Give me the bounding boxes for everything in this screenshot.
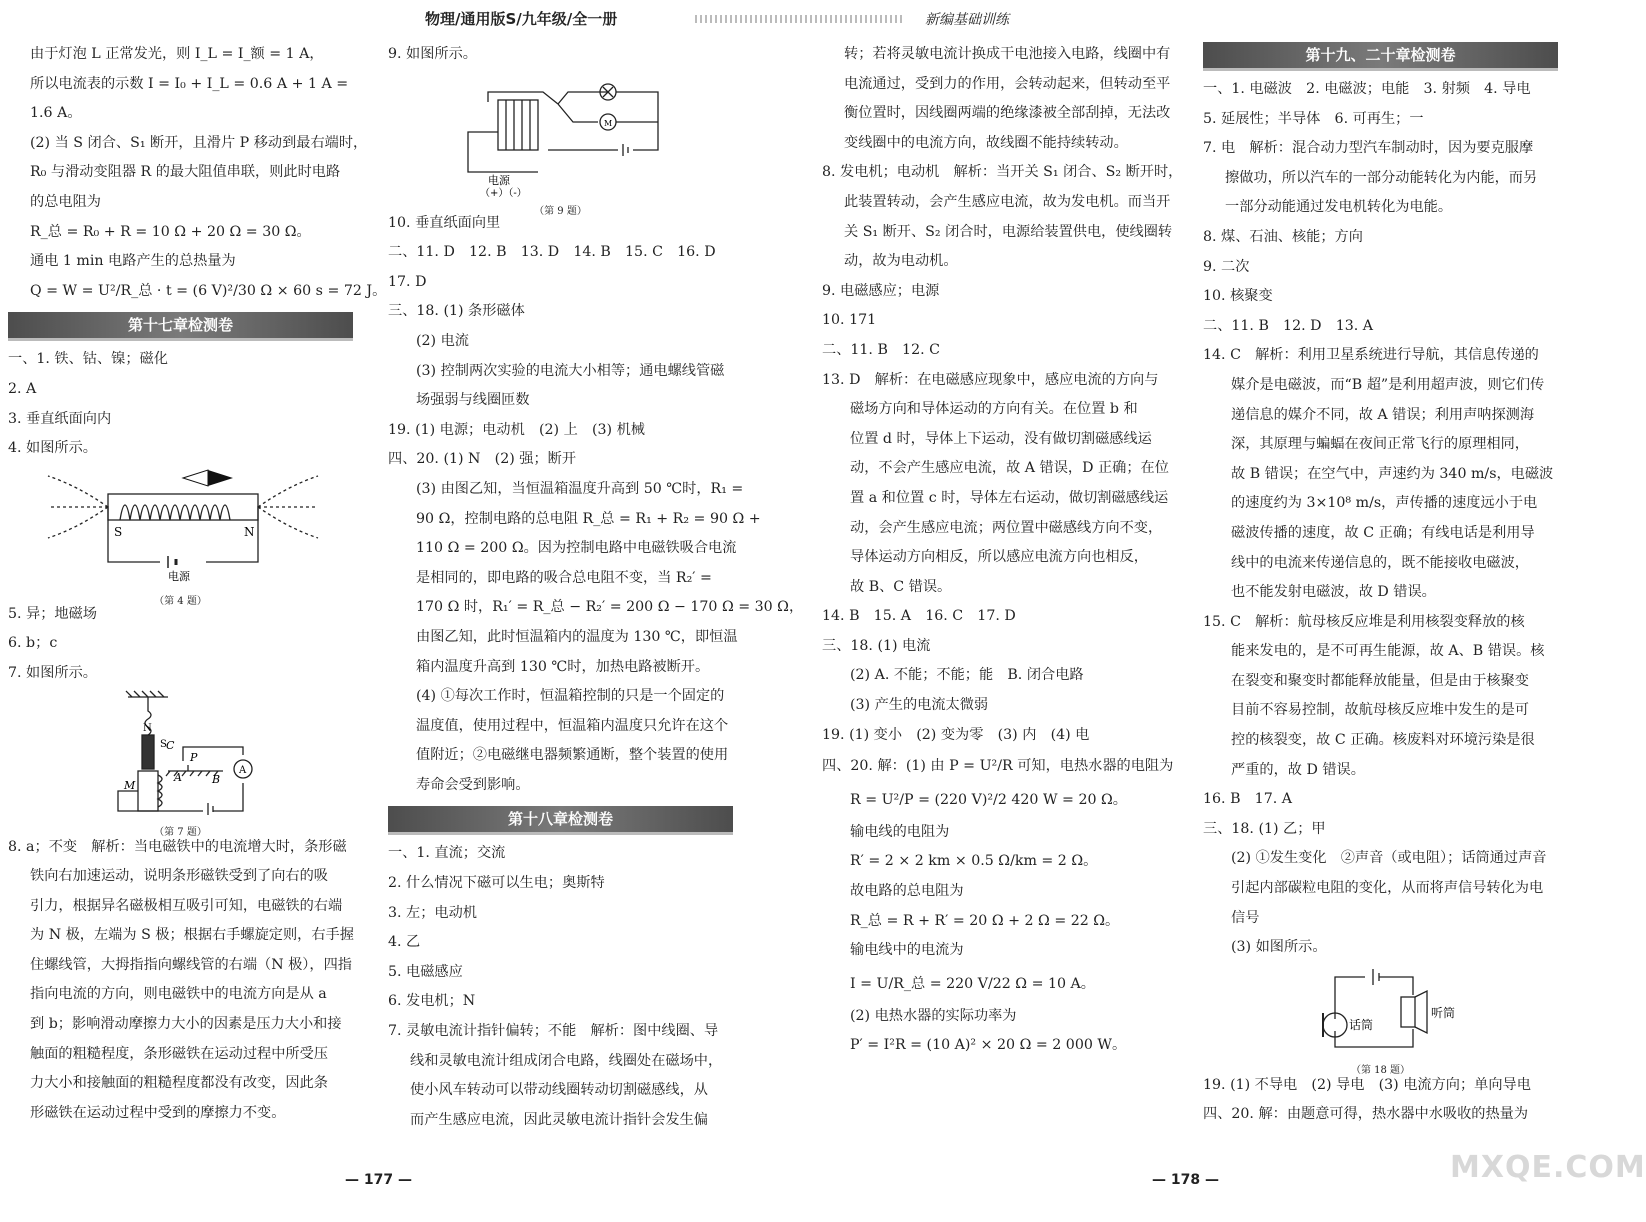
svg-text:M: M — [124, 778, 136, 792]
text-line: 的速度约为 3×10⁸ m/s，声传播的速度远小于电 — [1231, 495, 1538, 512]
header-dots — [695, 15, 905, 23]
text-line: 线中的电流来传递信息的，既不能接收电磁波， — [1231, 554, 1529, 571]
answer-line: 8. 煤、石油、核能；方向 — [1203, 228, 1363, 245]
text-line: 故 B、C 错误。 — [850, 578, 952, 595]
text-line: (3) 产生的电流太微弱 — [850, 697, 989, 714]
text-line: Q = W = U²/R_总 · t = (6 V)²/30 Ω × 60 s = 72 J。 — [30, 282, 387, 299]
answer-line: 10. 171 — [822, 312, 877, 329]
text-line: 为 N 极，左端为 S 极；根据右手螺旋定则，右手握 — [30, 927, 354, 944]
text-line: 由于灯泡 L 正常发光，则 I_L = I_额 = 1 A， — [30, 46, 324, 62]
text-line: 磁场方向和导体运动的方向有关。在位置 b 和 — [850, 401, 1138, 418]
svg-text:A: A — [174, 770, 182, 784]
column-2 — [388, 40, 804, 1135]
text-line: 故电路的总电阻为 — [850, 883, 964, 900]
text-line: 箱内温度升高到 130 ℃时，加热电路被断开。 — [416, 658, 710, 675]
answer-line: 6. 发电机；N — [388, 993, 476, 1010]
text-line: (2) ①发生变化 ②声音（或电阻）；话筒通过声音 — [1231, 850, 1547, 867]
text-line: 电流通过，受到力的作用，会转动起来，但转动至平 — [844, 75, 1171, 92]
text-line: 转；若将灵敏电流计换成干电池接入电路，线圈中有 — [844, 46, 1171, 62]
answer-line: 三、18. (1) 电流 — [822, 637, 931, 654]
answer-line: 7. 电 解析：混合动力型汽车制动时，因为要克服摩 — [1203, 140, 1534, 157]
text-line: 是相同的，即电路的吸合总电阻不变，当 R₂′ = — [416, 569, 712, 586]
label-power: 电源 — [488, 173, 510, 187]
svg-text:M: M — [604, 118, 613, 128]
figure-caption: （第 9 题） — [534, 206, 587, 218]
answer-line: 10. 核聚变 — [1203, 288, 1273, 305]
header-brand: 新编基础训练 — [925, 12, 1009, 28]
answer-line: 5. 电磁感应 — [388, 963, 463, 980]
text-line: 110 Ω = 200 Ω。因为控制电路中电磁铁吸合电流 — [416, 540, 737, 557]
label-polarity: （+）（-） — [480, 187, 527, 199]
text-line: 磁波传播的速度，故 C 正确；有线电话是利用导 — [1231, 524, 1535, 541]
answer-line: 三、18. (1) 条形磁体 — [388, 303, 525, 320]
answer-line: 四、20. 解：(1) 由 P = U²/R 可知，电热水器的电阻为 — [822, 758, 1174, 775]
text-line: 在裂变和聚变时都能释放能量，但是由于核聚变 — [1231, 672, 1529, 689]
figure-q4 — [8, 466, 353, 608]
label-microphone: 话筒 — [1349, 1017, 1374, 1032]
answer-line: 二、11. B 12. C — [822, 341, 940, 358]
text-line: 使小风车转动可以带动线圈转动切割磁感线，从 — [410, 1082, 708, 1099]
text-line: 值附近；②电磁继电器频繁通断，整个装置的使用 — [416, 747, 729, 764]
text-line: 到 b；影响滑动摩擦力大小的因素是压力大小和接 — [30, 1016, 342, 1033]
answer-line: 19. (1) 电源；电动机 (2) 上 (3) 机械 — [388, 421, 645, 438]
svg-text:N: N — [143, 722, 152, 734]
answer-line: 19. (1) 变小 (2) 变为零 (3) 内 (4) 电 — [822, 726, 1090, 743]
text-line: 输电线的电阻为 — [850, 823, 950, 840]
text-line: 媒介是电磁波，而“B 超”是利用超声波，则它们传 — [1231, 376, 1545, 393]
label-power: 电源 — [168, 569, 190, 583]
figure-caption: （第 7 题） — [154, 827, 207, 839]
text-line: 线和灵敏电流计组成闭合电路，线圈处在磁场中， — [410, 1052, 723, 1069]
answer-line: 3. 垂直纸面向内 — [8, 410, 112, 427]
answer-line: 9. 二次 — [1203, 258, 1250, 275]
text-line: 动，不会产生感应电流，故 A 错误，D 正确；在位 — [850, 460, 1169, 477]
relay-diagram — [8, 691, 353, 815]
text-line: 擦做功，所以汽车的一部分动能转化为内能，而另 — [1225, 169, 1538, 186]
answer-line: 17. D — [388, 273, 427, 290]
svg-text:S: S — [160, 738, 167, 750]
formula-line: R = U²/P = (220 V)²/2 420 W = 20 Ω。 — [850, 791, 1127, 808]
answer-line: 三、18. (1) 乙；甲 — [1203, 820, 1326, 837]
text-line: 目前不容易控制，故航母核反应堆中发生的是可 — [1231, 702, 1529, 719]
watermark: MXQE.COM — [1450, 1150, 1646, 1185]
text-line: 触面的粗糙程度，条形磁铁在运动过程中所受压 — [30, 1045, 328, 1062]
answer-line: 10. 垂直纸面向里 — [388, 214, 501, 231]
text-line: 90 Ω，控制电路的总电阻 R_总 = R₁ + R₂ = 90 Ω + — [416, 510, 761, 527]
solenoid-diagram — [8, 466, 353, 584]
answer-line: 5. 异；地磁场 — [8, 605, 97, 622]
answer-line: 15. C 解析：航母核反应堆是利用核裂变释放的核 — [1203, 613, 1525, 630]
page-number-178: — 178 — — [1152, 1172, 1219, 1188]
text-line: 置 a 和位置 c 时，导体左右运动，做切割磁感线运 — [850, 489, 1169, 506]
answer-line: 8. a；不变 解析：当电磁铁中的电流增大时，条形磁 — [8, 838, 347, 855]
answer-line: 7. 灵敏电流计指针偏转；不能 解析：图中线圈、导 — [388, 1023, 719, 1040]
column-1 — [8, 40, 387, 1128]
column-3 — [822, 40, 1182, 1061]
text-line: 信号 — [1231, 909, 1260, 926]
svg-text:A: A — [239, 764, 247, 776]
answer-line: 四、20. (1) N (2) 强；断开 — [388, 451, 577, 468]
text-line: (4) ①每次工作时，恒温箱控制的只是一个固定的 — [416, 688, 725, 705]
text-line: R_总 = R₀ + R = 10 Ω + 20 Ω = 30 Ω。 — [30, 223, 311, 240]
section-title-ch18: 第十八章检测卷 — [388, 806, 733, 835]
answer-line: 7. 如图所示。 — [8, 664, 97, 681]
figure-caption: （第 4 题） — [154, 596, 207, 608]
page-header — [0, 6, 1600, 30]
text-line: 通电 1 min 电路产生的总热量为 — [30, 253, 236, 270]
telephone-circuit-diagram — [1203, 965, 1558, 1053]
text-line: 所以电流表的示数 I = I₀ + I_L = 0.6 A + 1 A = — [30, 75, 349, 92]
figure-q9 — [388, 72, 733, 218]
svg-text:C: C — [166, 738, 175, 752]
text-line: 一部分动能通过发电机转化为电能。 — [1225, 199, 1453, 216]
text-line: 寿命会受到影响。 — [416, 776, 530, 793]
text-line: (3) 由图乙知，当恒温箱温度升高到 50 ℃时，R₁ = — [416, 480, 744, 497]
text-line: (3) 控制两次实验的电流大小相等；通电螺线管磁 — [416, 362, 725, 379]
section-title-ch19-20: 第十九、二十章检测卷 — [1203, 42, 1558, 71]
answer-line: 一、1. 电磁波 2. 电磁波；电能 3. 射频 4. 导电 — [1203, 81, 1531, 97]
formula-line: R′ = 2 × 2 km × 0.5 Ω/km = 2 Ω。 — [850, 853, 1098, 870]
answer-line: 四、20. 解：由题意可得，热水器中水吸收的热量为 — [1203, 1106, 1529, 1123]
formula-line: R_总 = R + R′ = 20 Ω + 2 Ω = 22 Ω。 — [850, 912, 1120, 929]
text-line: 关 S₁ 断开、S₂ 闭合时，电源给装置供电，使线圈转 — [844, 223, 1173, 240]
answer-line: 5. 延展性；半导体 6. 可再生；一 — [1203, 110, 1424, 127]
text-line: R₀ 与滑动变阻器 R 的最大阻值串联，则此时电路 — [30, 164, 341, 181]
answer-line: 一、1. 铁、钴、镍；磁化 — [8, 351, 168, 368]
answer-line: 16. B 17. A — [1203, 791, 1293, 808]
text-line: 170 Ω 时，R₁′ = R_总 − R₂′ = 200 Ω − 170 Ω = 30 Ω， — [416, 599, 804, 616]
answer-line: 19. (1) 不导电 (2) 导电 (3) 电流方向；单向导电 — [1203, 1076, 1531, 1093]
answer-line: 2. 什么情况下磁可以生电；奥斯特 — [388, 875, 605, 892]
answer-line: 3. 左；电动机 — [388, 904, 477, 921]
text-line: 的总电阻为 — [30, 193, 101, 210]
answer-line: 13. D 解析：在电磁感应现象中，感应电流的方向与 — [822, 371, 1159, 388]
answer-line: 9. 如图所示。 — [388, 46, 477, 62]
text-line: (2) 电流 — [416, 332, 469, 349]
answer-line: 9. 电磁感应；电源 — [822, 282, 940, 299]
figure-caption: （第 18 题） — [1350, 1065, 1411, 1077]
text-line: 引力，根据异名磁极相互吸引可知，电磁铁的右端 — [30, 897, 343, 914]
text-line: (2) 电热水器的实际功率为 — [850, 1007, 1017, 1024]
text-line: 也不能发射电磁波，故 D 错误。 — [1231, 584, 1436, 601]
text-line: 故 B 错误；在空气中，声速约为 340 m/s，电磁波 — [1231, 465, 1554, 482]
label-n: N — [244, 524, 255, 539]
answer-line: 14. C 解析：利用卫星系统进行导航，其信息传递的 — [1203, 347, 1539, 364]
text-line: 动，故为电动机。 — [844, 253, 958, 270]
header-title: 物理/通用版S/九年级/全一册 — [425, 10, 618, 28]
text-line: 递信息的媒介不同，故 A 错误；利用声呐探测海 — [1231, 406, 1535, 423]
text-line: 深，其原理与蝙蝠在夜间正常飞行的原理相同， — [1231, 436, 1529, 453]
text-line: 力大小和接触面的粗糙程度都没有改变，因此条 — [30, 1075, 328, 1092]
formula-line: P′ = I²R = (10 A)² × 20 Ω = 2 000 W。 — [850, 1037, 1127, 1054]
text-line: 能来发电的，是不可再生能源，故 A、B 错误。核 — [1231, 643, 1545, 660]
column-4 — [1203, 40, 1558, 1130]
text-line: 输电线中的电流为 — [850, 942, 964, 959]
text-line: (2) A. 不能；不能；能 B. 闭合电路 — [850, 667, 1084, 684]
page-number-177: — 177 — — [345, 1172, 412, 1188]
text-line: 1.6 A。 — [30, 105, 82, 122]
text-line: 由图乙知，此时恒温箱内的温度为 130 ℃，即恒温 — [416, 628, 738, 645]
text-line: 此装置转动，会产生感应电流，故为发电机。而当开 — [844, 193, 1171, 210]
answer-line: 14. B 15. A 16. C 17. D — [822, 608, 1016, 625]
text-line: 严重的，故 D 错误。 — [1231, 761, 1365, 778]
text-line: 场强弱与线圈匝数 — [416, 392, 530, 409]
text-line: 位置 d 时，导体上下运动，没有做切割磁感线运 — [850, 430, 1152, 447]
text-line: 控的核裂变，故 C 正确。核废料对环境污染是很 — [1231, 732, 1535, 749]
svg-text:B: B — [212, 772, 221, 786]
svg-text:P: P — [190, 750, 198, 764]
figure-q18 — [1203, 965, 1558, 1077]
text-line: 变线圈中的电流方向，故线圈不能持续转动。 — [844, 134, 1128, 151]
text-line: 而产生感应电流，因此灵敏电流计指针会发生偏 — [410, 1111, 708, 1128]
text-line: 住螺线管，大拇指指向螺线管的右端（N 极），四指 — [30, 956, 352, 973]
section-title-ch17: 第十七章检测卷 — [8, 312, 353, 341]
answer-line: 二、11. D 12. B 13. D 14. B 15. C 16. D — [388, 244, 716, 261]
label-s: S — [114, 524, 123, 539]
text-line: 衡位置时，因线圈两端的绝缘漆被全部刮掉，无法改 — [844, 105, 1171, 122]
answer-line: 8. 发电机；电动机 解析：当开关 S₁ 闭合、S₂ 断开时， — [822, 164, 1183, 181]
text-line: 温度值，使用过程中，恒温箱内温度只允许在这个 — [416, 717, 729, 734]
text-line: 动，会产生感应电流；两位置中磁感线方向不变， — [850, 519, 1163, 536]
answer-line: 一、1. 直流；交流 — [388, 845, 506, 862]
text-line: (3) 如图所示。 — [1231, 939, 1327, 956]
text-line: (2) 当 S 闭合、S₁ 断开，且滑片 P 移动到最右端时， — [30, 134, 368, 151]
text-line: 导体运动方向相反，所以感应电流方向也相反， — [850, 549, 1148, 566]
text-line: 铁向右加速运动，说明条形磁铁受到了向右的吸 — [30, 868, 328, 885]
answer-line: 4. 如图所示。 — [8, 440, 97, 457]
relay-circuit-diagram — [388, 72, 733, 199]
answer-line: 4. 乙 — [388, 934, 421, 951]
answer-line: 二、11. B 12. D 13. A — [1203, 317, 1374, 334]
text-line: 指向电流的方向，则电磁铁中的电流方向是从 a — [30, 986, 327, 1003]
figure-q7 — [8, 691, 353, 839]
formula-line: I = U/R_总 = 220 V/22 Ω = 10 A。 — [850, 975, 1095, 992]
label-receiver: 听筒 — [1431, 1005, 1456, 1020]
answer-line: 2. A — [8, 380, 37, 397]
text-line: 引起内部碳粒电阻的变化，从而将声信号转化为电 — [1231, 880, 1544, 897]
answer-line: 6. b；c — [8, 635, 58, 652]
text-line: 形磁铁在运动过程中受到的摩擦力不变。 — [30, 1104, 286, 1121]
